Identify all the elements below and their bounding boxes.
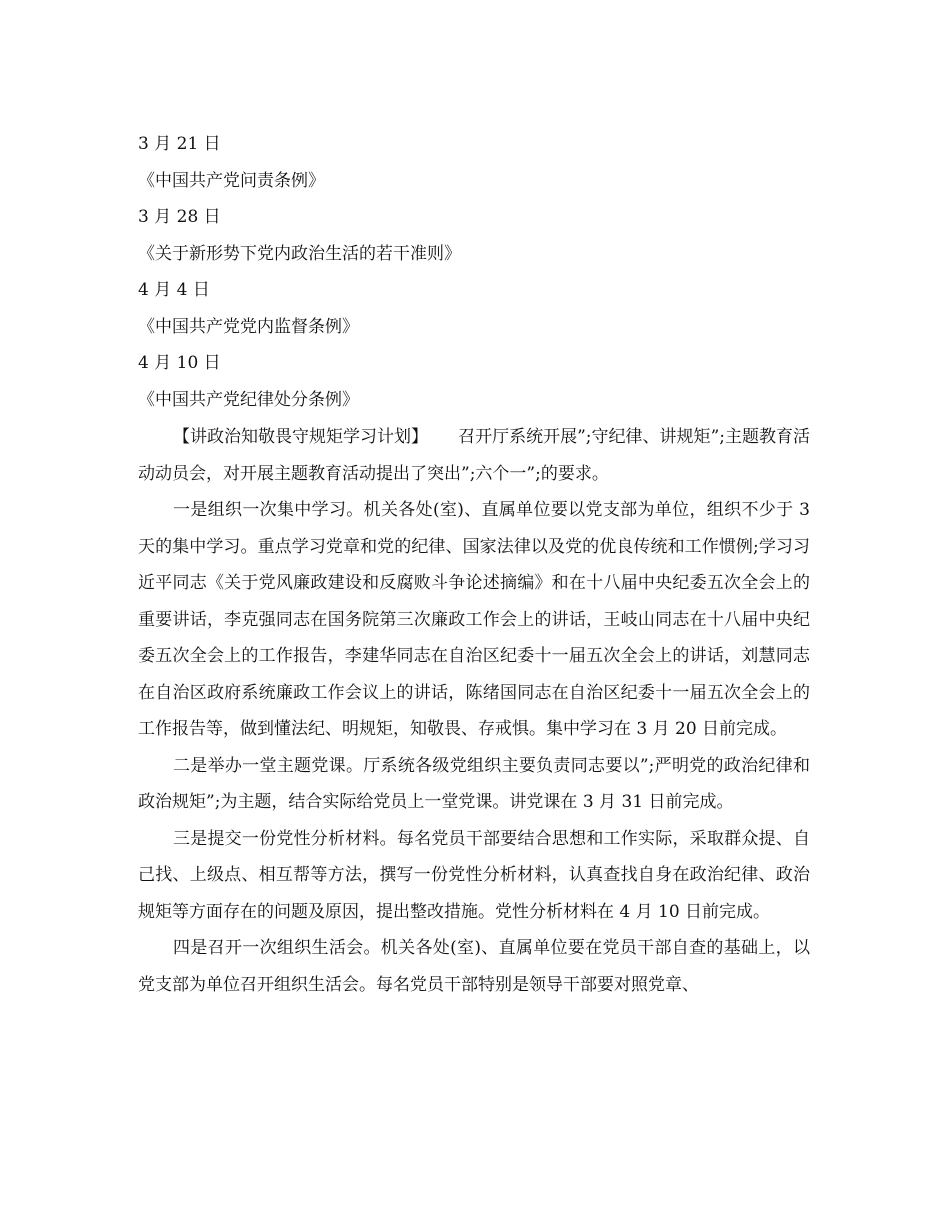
schedule-title: 《关于新形势下党内政治生活的若干准则》 — [138, 243, 461, 264]
paragraph-study: 一是组织一次集中学习。机关各处(室)、直属单位要以党支部为单位，组织不少于 3 天的集中学习。重点学习党章和党的纪律、国家法律以及党的优良传统和工作惯例;学习习近平同志《关于党风廉政建设和反腐败斗争论述摘编》和在十八届中央纪委五次全会上的重要讲话，李克强同志在国务院第三次廉政工作会上的讲话，王岐山同志在十八届中央纪委五次全会上的工作报告，李建华同志在自治区纪委十一届五次全会上的讲话，刘慧同志在自治区政府系统廉政工作会议上的讲话，陈绪国同志在自治区纪委十一届五次全会上的工作报告等，做到懂法纪、明规矩，知敬畏、存戒惧。集中学习在 3 月 20 日前完成。 — [138, 500, 810, 739]
paragraph-analysis-material: 三是提交一份党性分析材料。每名党员干部要结合思想和工作实际，采取群众提、自己找、上级点、相互帮等方法，撰写一份党性分析材料，认真查找自身在政治纪律、政治规矩等方面存在的问题及原因，提出整改措施。党性分析材料在 4 月 10 日前完成。 — [138, 828, 810, 922]
plan-title: 【讲政治知敬畏守规矩学习计划】 — [173, 427, 429, 447]
schedule-date: 3 月 28 日 — [138, 207, 221, 227]
schedule-title: 《中国共产党问责条例》 — [138, 170, 325, 191]
paragraph-party-lecture: 二是举办一堂主题党课。厅系统各级党组织主要负责同志要以”;严明党的政治纪律和政治规矩”;为主题，结合实际给党员上一堂党课。讲党课在 3 月 31 日前完成。 — [138, 755, 810, 812]
document-body — [138, 126, 810, 1003]
schedule-date: 3 月 21 日 — [138, 134, 221, 154]
paragraph-organization-meeting: 四是召开一次组织生活会。机关各处(室)、直属单位要在党员干部自查的基础上，以党支部为单位召开组织生活会。每名党员干部特别是领导干部要对照党章、 — [138, 938, 810, 995]
schedule-title: 《中国共产党纪律处分条例》 — [138, 389, 359, 410]
intro-paragraph — [138, 419, 810, 492]
schedule-date: 4 月 10 日 — [138, 353, 221, 373]
schedule-date: 4 月 4 日 — [138, 280, 210, 300]
intro-text: 召开厅系统开展”;守纪律、讲规矩”;主题教育活动动员会，对开展主题教育活动提出了突出”;六个一”;的要求。 — [138, 427, 811, 484]
schedule-title: 《中国共产党党内监督条例》 — [138, 316, 359, 337]
